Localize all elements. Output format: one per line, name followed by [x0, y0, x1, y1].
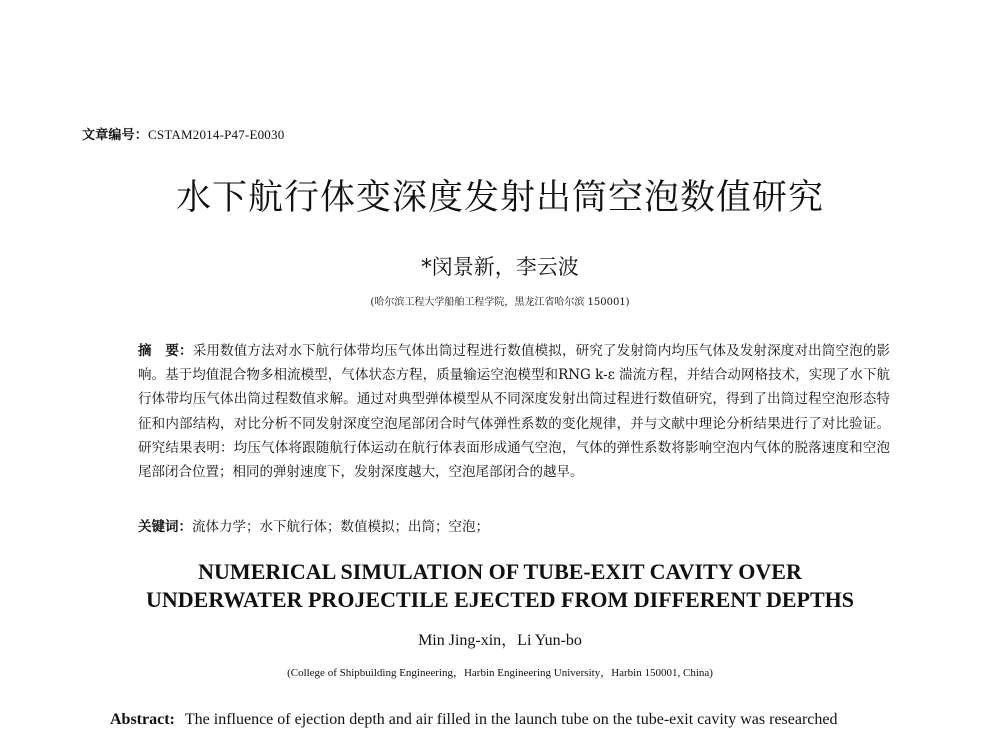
english-title-line1: NUMERICAL SIMULATION OF TUBE-EXIT CAVITY OVER: [198, 559, 802, 584]
chinese-authors: *闵景新，李云波: [421, 255, 579, 279]
english-abstract-label: Abstract:: [110, 711, 175, 728]
chinese-title: 水下航行体变深度发射出筒空泡数值研究: [175, 178, 824, 218]
chinese-keywords: [138, 515, 890, 535]
english-abstract-text: The influence of ejection depth and air filled in the launch tube on the tube-exit cavity was researched: [184, 711, 838, 728]
chinese-keywords-label: 关键词：: [138, 519, 192, 535]
article-number-value: CSTAM2014-P47-E0030: [148, 127, 285, 142]
chinese-abstract: [138, 339, 890, 484]
english-title-line2: UNDERWATER PROJECTILE EJECTED FROM DIFFERENT DEPTHS: [145, 587, 854, 612]
english-affiliation: (College of Shipbuilding Engineering，Harbin Engineering University，Harbin 150001, China): [287, 667, 713, 679]
chinese-abstract-label: 摘 要：: [138, 343, 193, 359]
english-authors: Min Jing-xin，Li Yun-bo: [418, 632, 582, 649]
english-abstract: [110, 711, 970, 729]
article-number-label: 文章编号：: [82, 128, 149, 143]
chinese-abstract-text: 采用数值方法对水下航行体带均压气体出筒过程进行数值模拟，研究了发射筒内均压气体及发射深度对出筒空泡的影响。基于均值混合物多相流模型，气体状态方程，质量输运空泡模型和RNG k-ε 湍流方程，并结合动网格技术，实现了水下航行体带均压气体出筒过程数值求解。通过对典型弹体模型从不同深度发射出筒过程进行数值研究，得到了出筒过程空泡形态特征和内部结构，对比分析不同发射深度空泡尾部闭合时气体弹性系数的变化规律，并与文献中理论分析结果进行了对比验证。研究结果表明：均压气体将跟随航行体运动在航行体表面形成通气空泡，气体的弹性系数将影响空泡内气体的脱落速度和空泡尾部闭合位置；相同的弹射速度下，发射深度越大，空泡尾部闭合的越早。: [138, 343, 891, 481]
chinese-keywords-text: 流体力学；水下航行体；数值模拟；出筒；空泡；: [192, 519, 489, 535]
article-number: [82, 124, 284, 143]
english-title: [0, 558, 1000, 614]
chinese-affiliation: (哈尔滨工程大学船舶工程学院，黑龙江省哈尔滨 150001): [370, 297, 630, 308]
